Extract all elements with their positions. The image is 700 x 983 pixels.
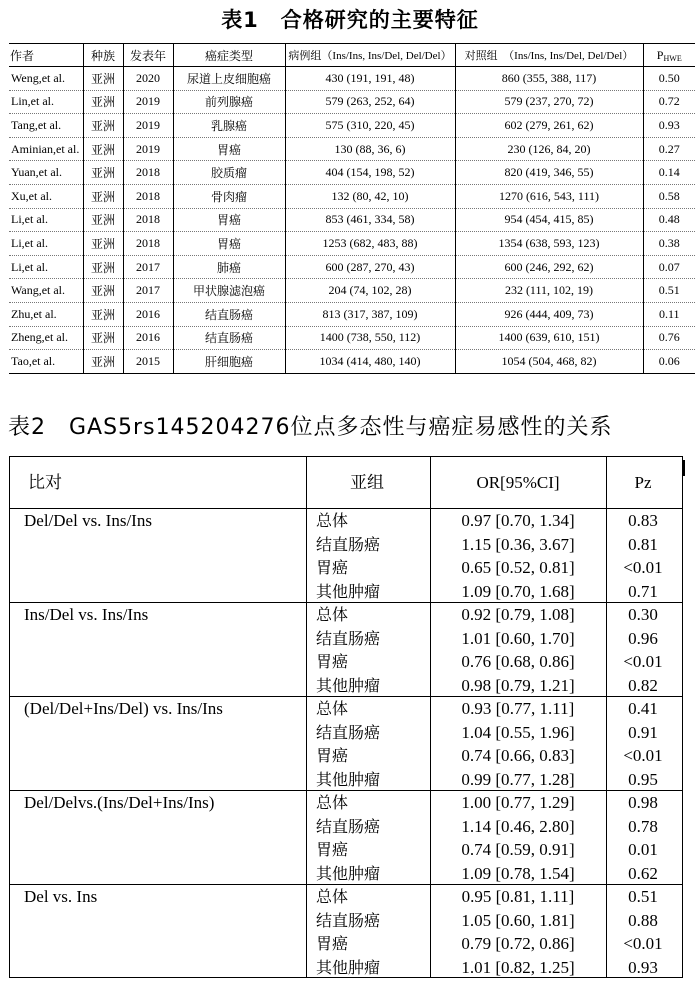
cell-pz: 0.93: [628, 957, 658, 977]
cell-cancer-type: 肝细胞癌: [173, 350, 285, 374]
cell-race: 亚洲: [83, 279, 123, 303]
cell-or: 1.01 [0.82, 1.25]: [461, 957, 575, 977]
table1-row: [9, 279, 695, 303]
cell-subgroup: 其他肿瘤: [316, 675, 381, 695]
cell-subgroup: 其他肿瘤: [316, 769, 381, 789]
cell-cancer-type: 尿道上皮细胞癌: [173, 67, 285, 91]
table1: [9, 43, 695, 374]
cell-case-group: 813 (317, 387, 109): [285, 302, 455, 326]
cell-control-group: 600 (246, 292, 62): [455, 255, 643, 279]
table2-group: [10, 791, 682, 885]
cell-or: 1.00 [0.77, 1.29]: [461, 793, 575, 812]
table2-row: [10, 674, 682, 698]
table2-row: [10, 862, 682, 886]
table1-title: 表1 合格研究的主要特征: [221, 8, 479, 32]
cell-year: 2015: [123, 350, 173, 374]
table2-row: [10, 885, 682, 909]
cell-author: Li,et al.: [9, 232, 83, 256]
cell-cancer-type: 甲状腺滤泡癌: [173, 279, 285, 303]
table2-group: [10, 697, 682, 791]
table1-row: [9, 137, 695, 161]
cell-case-group: 204 (74, 102, 28): [285, 279, 455, 303]
cell-subgroup: 胃癌: [316, 934, 349, 953]
cell-author: Yuan,et al.: [9, 161, 83, 185]
cell-pz: 0.96: [628, 628, 658, 648]
col-subgroup: 亚组: [350, 473, 384, 492]
group-comparison-label: Ins/Del vs. Ins/Ins: [24, 605, 149, 624]
cell-p-hwe: 0.48: [643, 208, 695, 232]
group-comparison-label: Del/Del vs. Ins/Ins: [24, 511, 152, 530]
col-or: OR[95%CI]: [476, 473, 560, 492]
cell-race: 亚洲: [83, 67, 123, 91]
col-control-group: 对照组 （Ins/Ins, Ins/Del, Del/Del）: [455, 44, 643, 67]
cell-subgroup: 结直肠癌: [316, 534, 381, 554]
table2-row: [10, 721, 682, 745]
cell-cancer-type: 前列腺癌: [173, 90, 285, 114]
edge-mark: [683, 460, 685, 476]
cell-or: 0.95 [0.81, 1.11]: [461, 887, 575, 906]
cell-case-group: 130 (88, 36, 6): [285, 137, 455, 161]
cell-case-group: 430 (191, 191, 48): [285, 67, 455, 91]
cell-or: 0.76 [0.68, 0.86]: [461, 652, 575, 671]
cell-author: Li,et al.: [9, 255, 83, 279]
cell-p-hwe: 0.50: [643, 67, 695, 91]
cell-or: 1.01 [0.60, 1.70]: [461, 628, 575, 648]
cell-race: 亚洲: [83, 232, 123, 256]
p-label: P: [656, 47, 664, 62]
table1-row: [9, 161, 695, 185]
cell-or: 1.04 [0.55, 1.96]: [461, 722, 575, 742]
cell-pz: 0.95: [628, 769, 658, 789]
cell-or: 1.09 [0.78, 1.54]: [461, 863, 575, 883]
cell-control-group: 602 (279, 261, 62): [455, 114, 643, 138]
cell-subgroup: 总体: [316, 511, 349, 530]
cell-p-hwe: 0.11: [643, 302, 695, 326]
cell-cancer-type: 胃癌: [173, 137, 285, 161]
table2-row: [10, 556, 682, 580]
table1-row: [9, 255, 695, 279]
cell-or: 1.14 [0.46, 2.80]: [461, 816, 575, 836]
cell-subgroup: 总体: [316, 887, 349, 906]
cell-or: 0.92 [0.79, 1.08]: [461, 605, 575, 624]
col-race: 种族: [83, 44, 123, 67]
cell-year: 2016: [123, 302, 173, 326]
cell-author: Xu,et al.: [9, 184, 83, 208]
col-year: 发表年: [123, 44, 173, 67]
table1-row: [9, 350, 695, 374]
table2-header-row: [10, 457, 682, 509]
cell-case-group: 579 (263, 252, 64): [285, 90, 455, 114]
cell-pz: <0.01: [623, 934, 663, 953]
cell-case-group: 1034 (414, 480, 140): [285, 350, 455, 374]
cell-subgroup: 总体: [316, 699, 349, 718]
cell-p-hwe: 0.14: [643, 161, 695, 185]
cell-case-group: 404 (154, 198, 52): [285, 161, 455, 185]
cell-author: Zheng,et al.: [9, 326, 83, 350]
cell-cancer-type: 胃癌: [173, 232, 285, 256]
cell-race: 亚洲: [83, 90, 123, 114]
cell-pz: 0.88: [628, 910, 658, 930]
col-case-group: 病例组（Ins/Ins, Ins/Del, Del/Del）: [285, 44, 455, 67]
cell-p-hwe: 0.07: [643, 255, 695, 279]
col-author: 作者: [9, 44, 83, 67]
cell-or: 0.79 [0.72, 0.86]: [461, 934, 575, 953]
cell-subgroup: 其他肿瘤: [316, 957, 381, 977]
table2-row: [10, 815, 682, 839]
cell-author: Wang,et al.: [9, 279, 83, 303]
cell-pz: 0.01: [628, 840, 658, 859]
cell-p-hwe: 0.27: [643, 137, 695, 161]
col-cancer-type: 癌症类型: [173, 44, 285, 67]
table2-row: [10, 744, 682, 768]
cell-cancer-type: 结直肠癌: [173, 326, 285, 350]
group-comparison-label: (Del/Del+Ins/Del) vs. Ins/Ins: [24, 699, 223, 718]
cell-author: Aminian,et al.: [9, 137, 83, 161]
cell-p-hwe: 0.93: [643, 114, 695, 138]
cell-race: 亚洲: [83, 137, 123, 161]
cell-subgroup: 结直肠癌: [316, 628, 381, 648]
cell-subgroup: 其他肿瘤: [316, 581, 381, 601]
cell-cancer-type: 胃癌: [173, 208, 285, 232]
cell-year: 2020: [123, 67, 173, 91]
table2-row: [10, 768, 682, 792]
cell-p-hwe: 0.06: [643, 350, 695, 374]
table2-row: [10, 533, 682, 557]
table2: [9, 456, 683, 978]
table2-row: [10, 580, 682, 604]
cell-pz: <0.01: [623, 652, 663, 671]
table2-row: [10, 909, 682, 933]
table2-row: [10, 650, 682, 674]
table2-row: [10, 697, 682, 721]
cell-p-hwe: 0.72: [643, 90, 695, 114]
cell-year: 2018: [123, 161, 173, 185]
table1-row: [9, 184, 695, 208]
cell-pz: 0.78: [628, 816, 658, 836]
cell-author: Tang,et al.: [9, 114, 83, 138]
cell-author: Zhu,et al.: [9, 302, 83, 326]
cell-control-group: 1270 (616, 543, 111): [455, 184, 643, 208]
cell-subgroup: 胃癌: [316, 746, 349, 765]
cell-subgroup: 胃癌: [316, 652, 349, 671]
table1-row: [9, 232, 695, 256]
cell-race: 亚洲: [83, 184, 123, 208]
cell-control-group: 230 (126, 84, 20): [455, 137, 643, 161]
cell-pz: 0.81: [628, 534, 658, 554]
cell-or: 1.09 [0.70, 1.68]: [461, 581, 575, 601]
cell-year: 2019: [123, 137, 173, 161]
cell-pz: 0.98: [628, 793, 658, 812]
table1-row: [9, 208, 695, 232]
cell-p-hwe: 0.38: [643, 232, 695, 256]
cell-p-hwe: 0.76: [643, 326, 695, 350]
cell-year: 2016: [123, 326, 173, 350]
cell-or: 0.93 [0.77, 1.11]: [461, 699, 575, 718]
cell-year: 2019: [123, 90, 173, 114]
cell-author: Li,et al.: [9, 208, 83, 232]
cell-or: 0.74 [0.59, 0.91]: [461, 840, 575, 859]
col-p-hwe: [643, 44, 695, 67]
group-comparison-label: Del vs. Ins: [24, 887, 98, 906]
cell-race: 亚洲: [83, 114, 123, 138]
table2-row: [10, 838, 682, 862]
cell-control-group: 579 (237, 270, 72): [455, 90, 643, 114]
cell-author: Weng,et al.: [9, 67, 83, 91]
cell-subgroup: 胃癌: [316, 558, 349, 577]
cell-control-group: 820 (419, 346, 55): [455, 161, 643, 185]
cell-pz: 0.51: [628, 887, 658, 906]
cell-control-group: 1054 (504, 468, 82): [455, 350, 643, 374]
cell-race: 亚洲: [83, 350, 123, 374]
table1-row: [9, 67, 695, 91]
cell-author: Lin,et al.: [9, 90, 83, 114]
table2-row: [10, 509, 682, 533]
cell-p-hwe: 0.58: [643, 184, 695, 208]
cell-case-group: 600 (287, 270, 43): [285, 255, 455, 279]
cell-control-group: 860 (355, 388, 117): [455, 67, 643, 91]
cell-cancer-type: 肺癌: [173, 255, 285, 279]
table2-row: [10, 627, 682, 651]
cell-cancer-type: 胶质瘤: [173, 161, 285, 185]
cell-subgroup: 总体: [316, 605, 349, 624]
cell-or: 1.05 [0.60, 1.81]: [461, 910, 575, 930]
cell-p-hwe: 0.51: [643, 279, 695, 303]
cell-or: 0.98 [0.79, 1.21]: [461, 675, 575, 695]
cell-subgroup: 结直肠癌: [316, 910, 381, 930]
cell-or: 0.74 [0.66, 0.83]: [461, 746, 575, 765]
cell-year: 2018: [123, 208, 173, 232]
table1-row: [9, 114, 695, 138]
cell-case-group: 1400 (738, 550, 112): [285, 326, 455, 350]
table2-group: [10, 603, 682, 697]
cell-pz: 0.71: [628, 581, 658, 601]
cell-year: 2019: [123, 114, 173, 138]
cell-or: 0.99 [0.77, 1.28]: [461, 769, 575, 789]
cell-control-group: 954 (454, 415, 85): [455, 208, 643, 232]
cell-or: 1.15 [0.36, 3.67]: [461, 534, 575, 554]
cell-race: 亚洲: [83, 161, 123, 185]
table2-row: [10, 603, 682, 627]
cell-subgroup: 其他肿瘤: [316, 863, 381, 883]
cell-cancer-type: 骨肉瘤: [173, 184, 285, 208]
cell-case-group: 1253 (682, 483, 88): [285, 232, 455, 256]
cell-case-group: 853 (461, 334, 58): [285, 208, 455, 232]
table2-row: [10, 932, 682, 956]
cell-pz: 0.62: [628, 863, 658, 883]
cell-author: Tao,et al.: [9, 350, 83, 374]
table2-row: [10, 791, 682, 815]
group-comparison-label: Del/Delvs.(Ins/Del+Ins/Ins): [24, 793, 215, 812]
table2-row: [10, 956, 682, 980]
cell-year: 2017: [123, 255, 173, 279]
cell-control-group: 1400 (639, 610, 151): [455, 326, 643, 350]
cell-pz: 0.82: [628, 675, 658, 695]
col-compare: 比对: [28, 473, 62, 492]
cell-cancer-type: 结直肠癌: [173, 302, 285, 326]
cell-control-group: 926 (444, 409, 73): [455, 302, 643, 326]
table1-row: [9, 326, 695, 350]
cell-subgroup: 总体: [316, 793, 349, 812]
cell-pz: <0.01: [623, 558, 663, 577]
cell-year: 2017: [123, 279, 173, 303]
table2-group: [10, 509, 682, 603]
hwe-subscript: HWE: [663, 53, 682, 63]
cell-or: 0.65 [0.52, 0.81]: [461, 558, 575, 577]
cell-case-group: 575 (310, 220, 45): [285, 114, 455, 138]
cell-pz: 0.41: [628, 699, 658, 718]
table2-group: [10, 885, 682, 979]
cell-or: 0.97 [0.70, 1.34]: [461, 511, 575, 530]
cell-subgroup: 结直肠癌: [316, 816, 381, 836]
cell-year: 2018: [123, 232, 173, 256]
table2-title: 表2 GAS5rs145204276位点多态性与癌症易感性的关系: [8, 415, 613, 440]
table1-row: [9, 90, 695, 114]
cell-race: 亚洲: [83, 208, 123, 232]
table1-row: [9, 302, 695, 326]
table1-header-row: [9, 44, 695, 67]
cell-pz: 0.83: [628, 511, 658, 530]
cell-case-group: 132 (80, 42, 10): [285, 184, 455, 208]
table1-body: [9, 67, 695, 374]
cell-race: 亚洲: [83, 326, 123, 350]
cell-race: 亚洲: [83, 302, 123, 326]
cell-subgroup: 胃癌: [316, 840, 349, 859]
cell-control-group: 1354 (638, 593, 123): [455, 232, 643, 256]
cell-pz: 0.30: [628, 605, 658, 624]
cell-subgroup: 结直肠癌: [316, 722, 381, 742]
cell-control-group: 232 (111, 102, 19): [455, 279, 643, 303]
col-pz: Pz: [634, 473, 652, 492]
cell-year: 2018: [123, 184, 173, 208]
cell-pz: <0.01: [623, 746, 663, 765]
cell-race: 亚洲: [83, 255, 123, 279]
cell-pz: 0.91: [628, 722, 658, 742]
cell-cancer-type: 乳腺癌: [173, 114, 285, 138]
